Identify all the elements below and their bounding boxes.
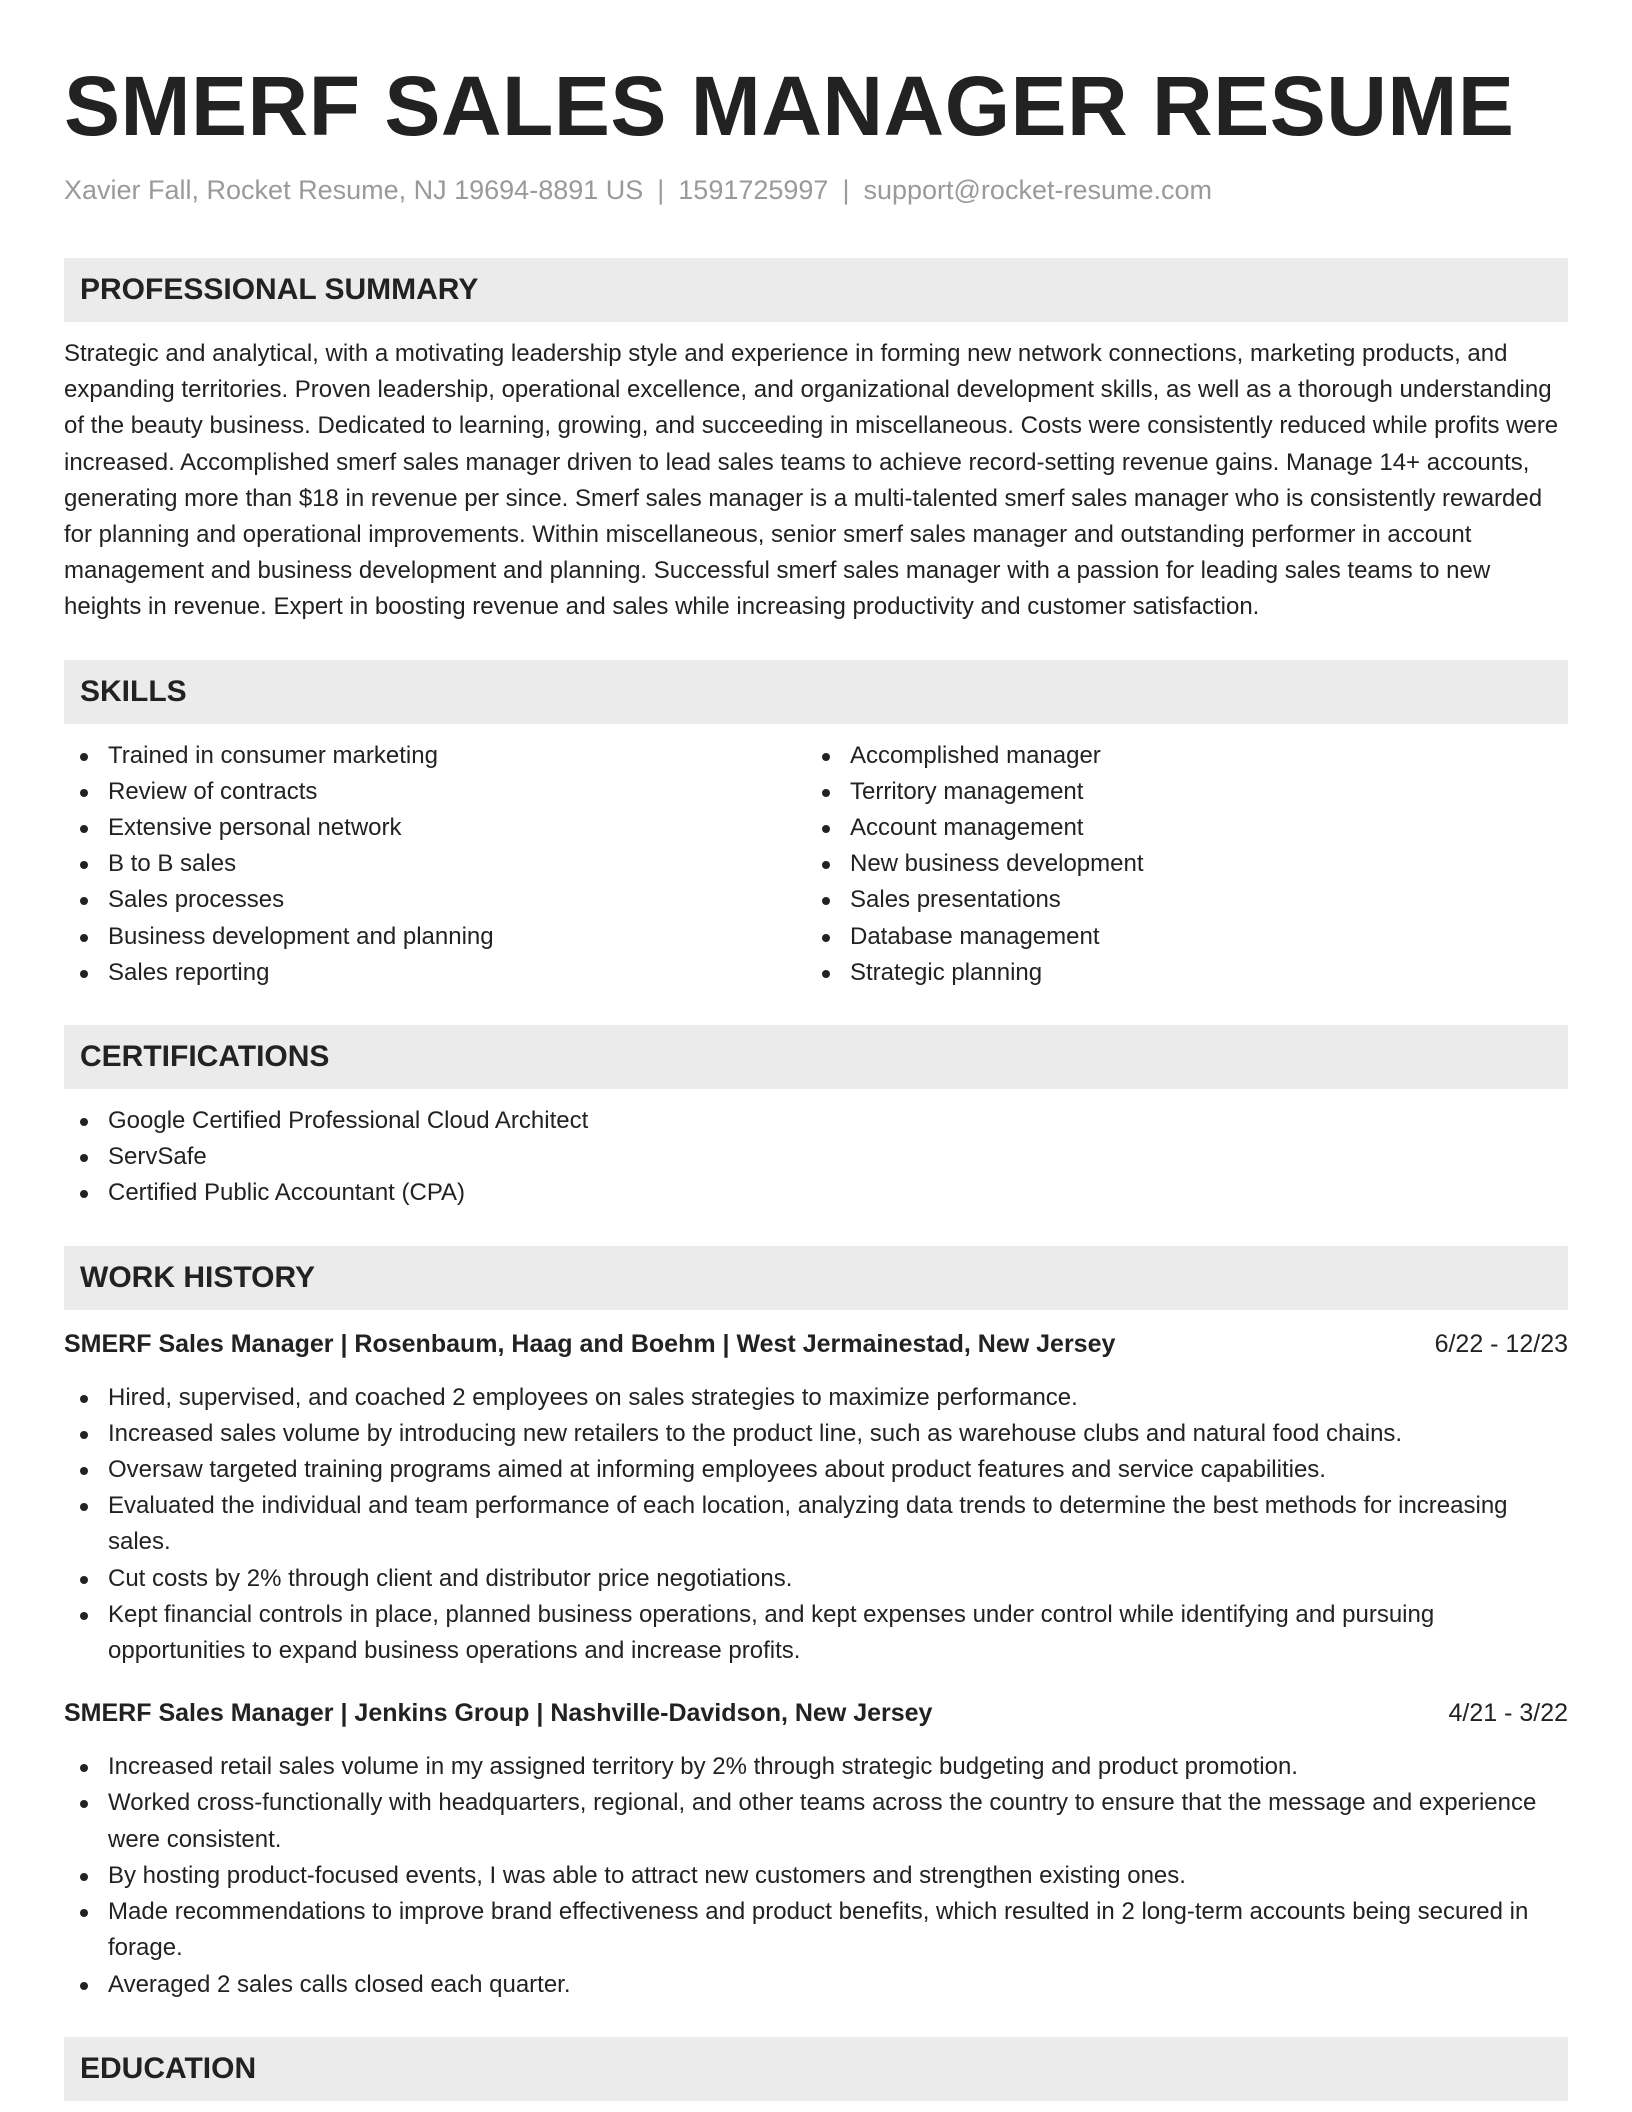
skill-item: Account management bbox=[806, 810, 1548, 846]
job-dates: 6/22 - 12/23 bbox=[1434, 1329, 1568, 1358]
skill-item: B to B sales bbox=[64, 846, 806, 882]
section-header-certifications: CERTIFICATIONS bbox=[64, 1025, 1568, 1089]
job-bullets bbox=[64, 1749, 1568, 2002]
certification-item: Google Certified Professional Cloud Architect bbox=[64, 1103, 1568, 1139]
job-title: SMERF Sales Manager | Jenkins Group | Nashville-Davidson, New Jersey bbox=[64, 1699, 933, 1728]
job-entry bbox=[64, 1326, 1568, 1670]
section-header-education: EDUCATION bbox=[64, 2037, 1568, 2101]
contact-separator: | bbox=[657, 175, 665, 205]
job-bullet: Hired, supervised, and coached 2 employees on sales strategies to maximize performance. bbox=[64, 1380, 1568, 1416]
skills-columns bbox=[64, 738, 1568, 991]
section-header-work-history: WORK HISTORY bbox=[64, 1246, 1568, 1310]
skill-item: Business development and planning bbox=[64, 919, 806, 955]
skill-item: Database management bbox=[806, 919, 1548, 955]
skill-item: Sales presentations bbox=[806, 882, 1548, 918]
job-bullet: By hosting product-focused events, I was able to attract new customers and strengthen existing ones. bbox=[64, 1858, 1568, 1894]
skill-item: Sales reporting bbox=[64, 955, 806, 991]
certification-item: Certified Public Accountant (CPA) bbox=[64, 1175, 1568, 1211]
job-bullet: Oversaw targeted training programs aimed at informing employees about product features and service capabilities. bbox=[64, 1452, 1568, 1488]
certifications-list bbox=[64, 1103, 1568, 1212]
skill-item: Review of contracts bbox=[64, 774, 806, 810]
job-bullet: Evaluated the individual and team performance of each location, analyzing data trends to determine the best methods for increasing sales. bbox=[64, 1488, 1568, 1560]
job-bullet: Averaged 2 sales calls closed each quarter. bbox=[64, 1967, 1568, 2003]
skills-list-left bbox=[64, 738, 806, 991]
skill-item: Accomplished manager bbox=[806, 738, 1548, 774]
contact-address: Xavier Fall, Rocket Resume, NJ 19694-8891 US bbox=[64, 175, 644, 205]
job-bullet: Kept financial controls in place, planned business operations, and kept expenses under control while identifying and pursuing opportunities to expand business operations and increase profits. bbox=[64, 1597, 1568, 1669]
job-bullet: Increased retail sales volume in my assigned territory by 2% through strategic budgeting and product promotion. bbox=[64, 1749, 1568, 1785]
skill-item: Sales processes bbox=[64, 882, 806, 918]
skill-item: Territory management bbox=[806, 774, 1548, 810]
job-bullet: Made recommendations to improve brand effectiveness and product benefits, which resulted in 2 long-term accounts being secured in forage. bbox=[64, 1894, 1568, 1966]
job-entry bbox=[64, 1695, 1568, 2002]
job-title: SMERF Sales Manager | Rosenbaum, Haag and Boehm | West Jermainestad, New Jersey bbox=[64, 1329, 1116, 1358]
job-header bbox=[64, 1695, 1568, 1731]
skills-list-right bbox=[806, 738, 1548, 991]
job-bullet: Cut costs by 2% through client and distributor price negotiations. bbox=[64, 1561, 1568, 1597]
job-header bbox=[64, 1326, 1568, 1362]
section-header-skills: SKILLS bbox=[64, 660, 1568, 724]
job-bullet: Worked cross-functionally with headquarters, regional, and other teams across the country to ensure that the message and experience were consistent. bbox=[64, 1785, 1568, 1857]
section-header-summary: PROFESSIONAL SUMMARY bbox=[64, 258, 1568, 322]
resume-title: SMERF SALES MANAGER RESUME bbox=[64, 59, 1515, 153]
skill-item: New business development bbox=[806, 846, 1548, 882]
skill-item: Strategic planning bbox=[806, 955, 1548, 991]
summary-text: Strategic and analytical, with a motivating leadership style and experience in forming new network connections, marketing products, and expanding territories. Proven leadership, operational excellence, and organizational development skills, as well as a thorough understanding of the beauty business. Dedicated to learning, growing, and succeeding in miscellaneous. Costs were consistently reduced while profits were increased. Accomplished smerf sales manager driven to lead sales teams to achieve record-setting revenue gains. Manage 14+ accounts, generating more than $18 in revenue per since. Smerf sales manager is a multi-talented smerf sales manager who is consistently rewarded for planning and operational improvements. Within miscellaneous, senior smerf sales manager and outstanding performer in account management and business development and planning. Successful smerf sales manager with a passion for leading sales teams to new heights in revenue. Expert in boosting revenue and sales while increasing productivity and customer satisfaction. bbox=[64, 340, 1559, 621]
certification-item: ServSafe bbox=[64, 1139, 1568, 1175]
contact-line bbox=[64, 172, 1568, 208]
skill-item: Trained in consumer marketing bbox=[64, 738, 806, 774]
job-dates: 4/21 - 3/22 bbox=[1448, 1699, 1568, 1728]
contact-email: support@rocket-resume.com bbox=[863, 175, 1212, 205]
contact-phone: 1591725997 bbox=[678, 175, 829, 205]
job-bullet: Increased sales volume by introducing new retailers to the product line, such as warehouse clubs and natural food chains. bbox=[64, 1416, 1568, 1452]
job-bullets bbox=[64, 1380, 1568, 1670]
skill-item: Extensive personal network bbox=[64, 810, 806, 846]
contact-separator: | bbox=[842, 175, 850, 205]
